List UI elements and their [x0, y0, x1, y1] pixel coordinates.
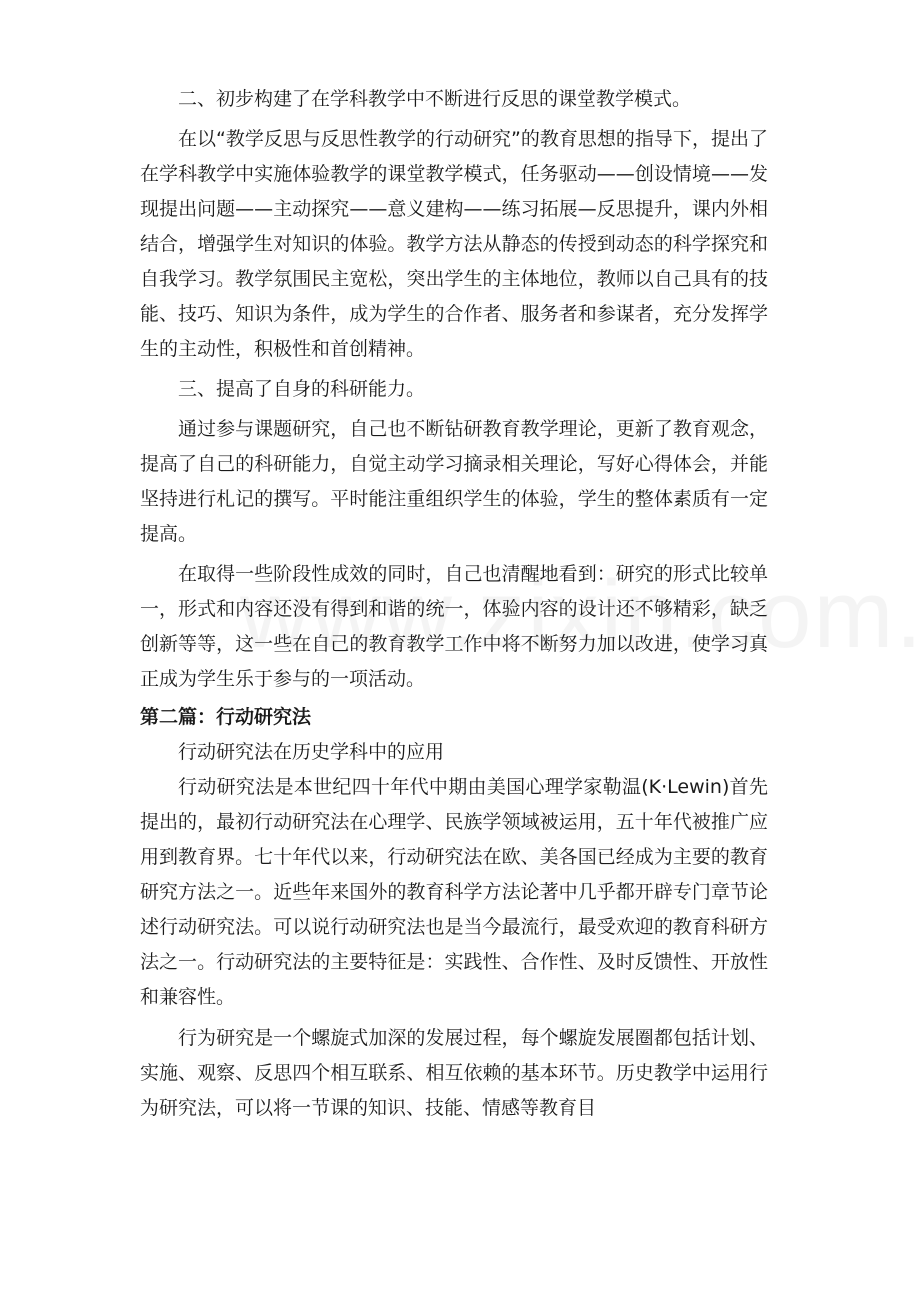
- document-page: [140, 82, 768, 1126]
- paragraph: 通过参与课题研究，自己也不断钻研教育教学理论，更新了教育观念，提高了自己的科研能力，自觉主动学习摘录相关理论，写好心得体会，并能坚持进行札记的撰写。平时能注重组织学生的体验，学生的整体素质有一定提高。: [140, 418, 768, 545]
- paragraph: 在取得一些阶段性成效的同时，自己也清醒地看到：研究的形式比较单一，形式和内容还没有得到和谐的统一，体验内容的设计还不够精彩，缺乏创新等等，这一些在自己的教育教学工作中将不断努力加以改进，使学习真正成为学生乐于参与的一项活动。: [140, 563, 768, 690]
- paragraph: 行为研究是一个螺旋式加深的发展过程，每个螺旋发展圈都包括计划、实施、观察、反思四个相互联系、相互依赖的基本环节。历史教学中运用行为研究法，可以将一节课的知识、技能、情感等教育目: [140, 1027, 768, 1119]
- paragraph: 二、初步构建了在学科教学中不断进行反思的课堂教学模式。: [178, 88, 692, 110]
- paragraph: 在以“教学反思与反思性教学的行动研究”的教育思想的指导下，提出了在学科教学中实施体验教学的课堂教学模式，任务驱动——创设情境——发现提出问题——主动探究——意义建构——练习拓展—反思提升，课内外相结合，增强学生对知识的体验。教学方法从静态的传授到动态的科学探究和自我学习。教学氛围民主宽松，突出学生的主体地位，教师以自己具有的技能、技巧、知识为条件，成为学生的合作者、服务者和参谋者，充分发挥学生的主动性，积极性和首创精神。: [140, 128, 768, 360]
- paragraph: 行动研究法在历史学科中的应用: [178, 741, 445, 763]
- paragraph: 行动研究法是本世纪四十年代中期由美国心理学家勒温(K·Lewin)首先提出的，最初行动研究法在心理学、民族学领域被运用，五十年代被推广应用到教育界。七十年代以来，行动研究法在欧、美各国已经成为主要的教育研究方法之一。近些年来国外的教育科学方法论著中几乎都开辟专门章节论述行动研究法。可以说行动研究法也是当今最流行，最受欢迎的教育科研方法之一。行动研究法的主要特征是：实践性、合作性、及时反馈性、开放性和兼容性。: [140, 776, 768, 1008]
- paragraph: 三、提高了自身的科研能力。: [178, 378, 426, 400]
- section-heading: 第二篇：行动研究法: [140, 706, 312, 728]
